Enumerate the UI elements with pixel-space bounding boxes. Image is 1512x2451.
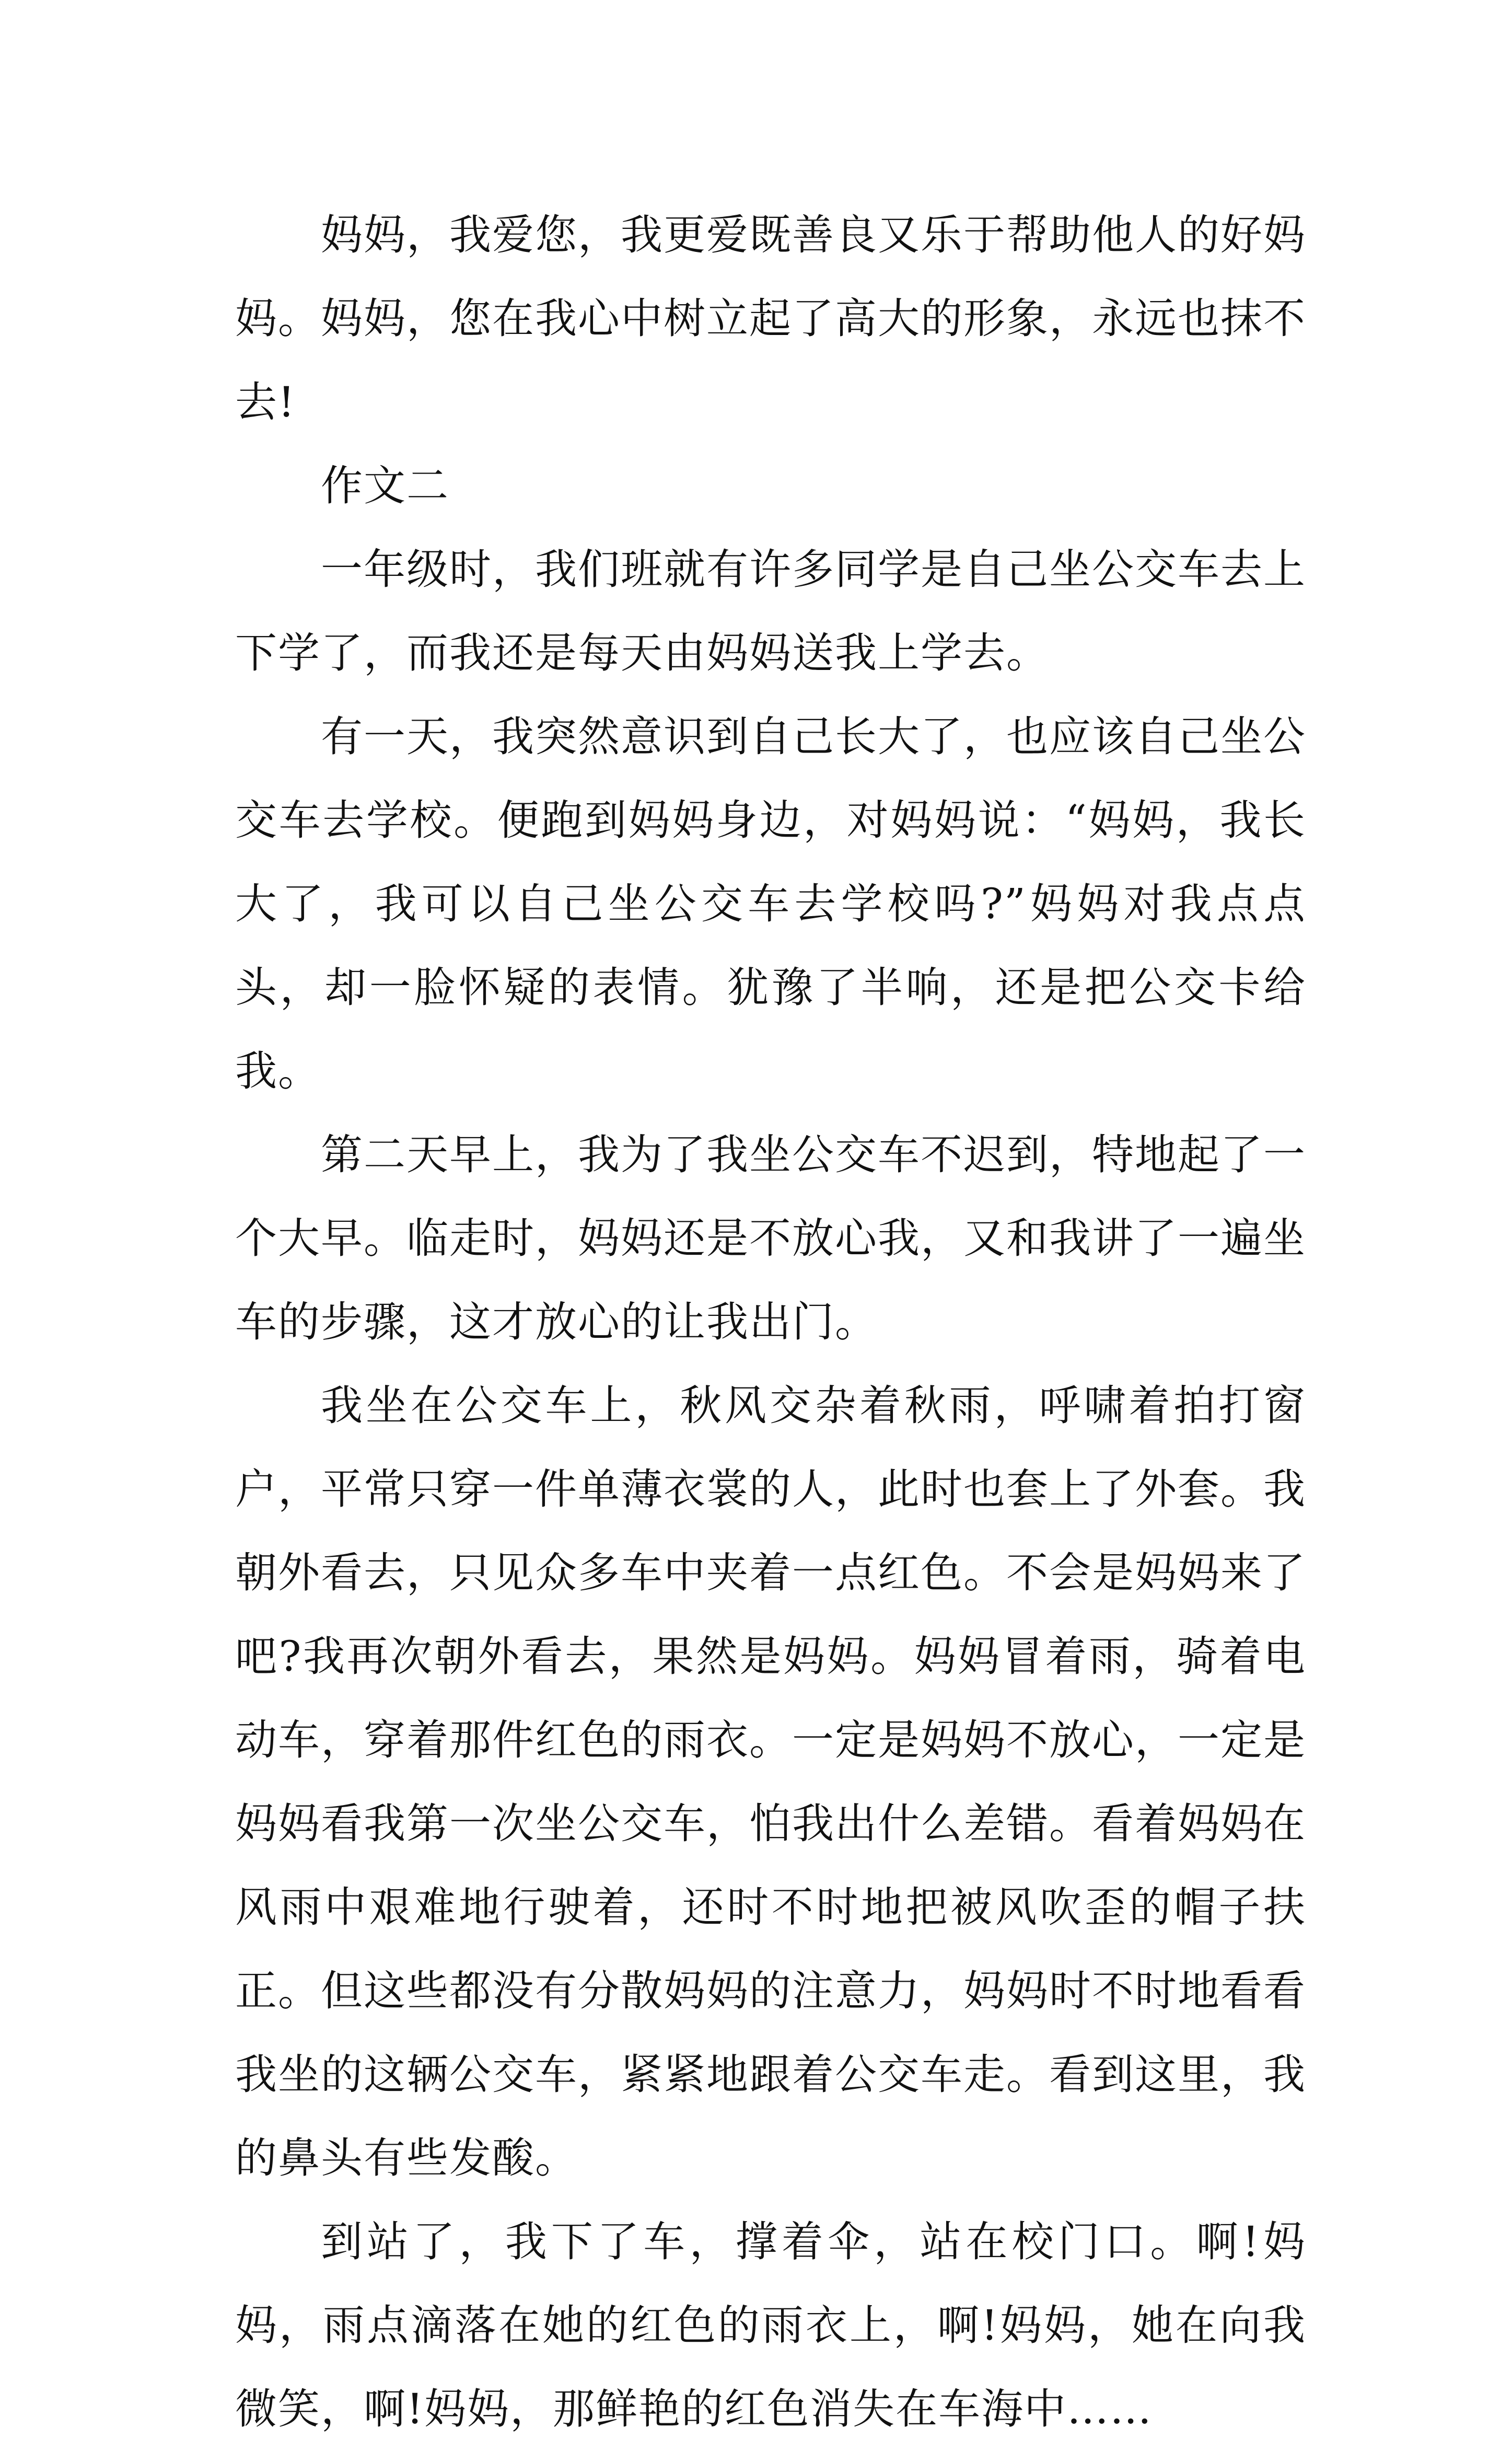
paragraph-closing-love: 妈妈，我爱您，我更爱既善良又乐于帮助他人的好妈妈。妈妈，您在我心中树立起了高大的形象，永远也抹不去! (235, 211, 1306, 426)
paragraph-first-grade: 一年级时，我们班就有许多同学是自己坐公交车去上下学了，而我还是每天由妈妈送我上学去。 (235, 545, 1306, 677)
essay-body (235, 193, 1306, 2451)
paragraph-arrival: 到站了，我下了车，撑着伞，站在校门口。啊!妈妈，雨点滴落在她的红色的雨衣上，啊!妈妈，她在向我微笑，啊!妈妈，那鲜艳的红色消失在车海中…… (235, 2217, 1306, 2433)
paragraph-growing-up: 有一天，我突然意识到自己长大了，也应该自己坐公交车去学校。便跑到妈妈身边，对妈妈说：“妈妈，我长大了，我可以自己坐公交车去学校吗?”妈妈对我点点头，却一脸怀疑的表情。犹豫了半响，还是把公交卡给我。 (235, 712, 1306, 1095)
section-heading-essay-two: 作文二 (321, 461, 449, 510)
paragraph-next-morning: 第二天早上，我为了我坐公交车不迟到，特地起了一个大早。临走时，妈妈还是不放心我，又和我讲了一遍坐车的步骤，这才放心的让我出门。 (235, 1130, 1306, 1346)
paragraph-on-the-bus: 我坐在公交车上，秋风交杂着秋雨，呼啸着拍打窗户，平常只穿一件单薄衣裳的人，此时也套上了外套。我朝外看去，只见众多车中夹着一点红色。不会是妈妈来了吧?我再次朝外看去，果然是妈妈。妈妈冒着雨，骑着电动车，穿着那件红色的雨衣。一定是妈妈不放心，一定是妈妈看我第一次坐公交车，怕我出什么差错。看着妈妈在风雨中艰难地行驶着，还时不时地把被风吹歪的帽子扶正。但这些都没有分散妈妈的注意力，妈妈时不时地看看我坐的这辆公交车，紧紧地跟着公交车走。看到这里，我的鼻头有些发酸。 (235, 1381, 1306, 2182)
